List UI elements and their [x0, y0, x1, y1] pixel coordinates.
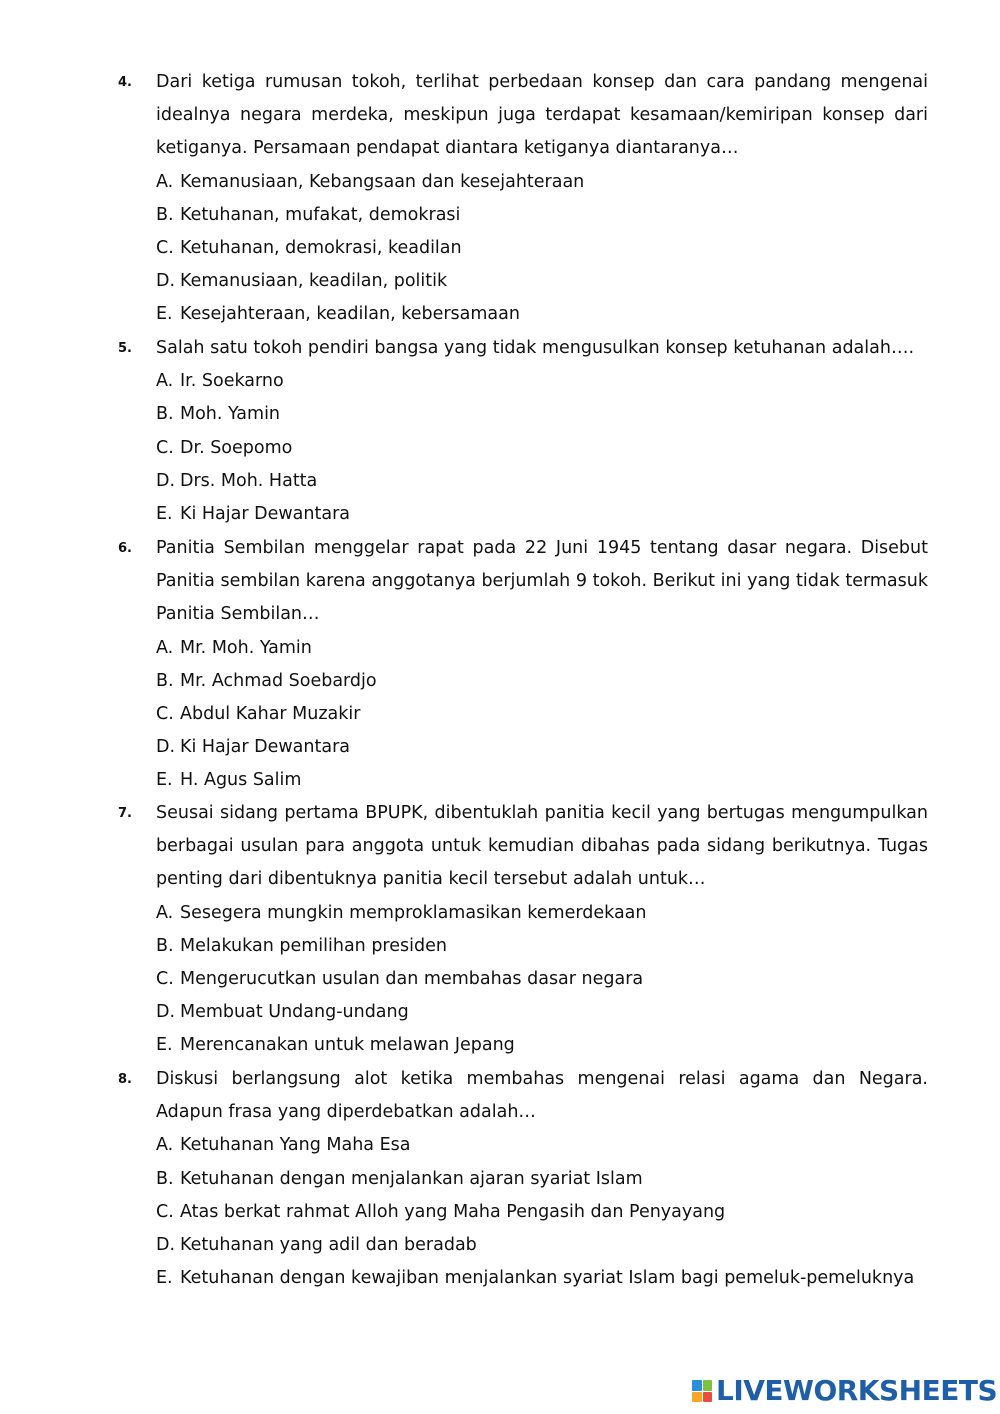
- answer-option[interactable]: [156, 398, 956, 431]
- answer-option[interactable]: [156, 199, 956, 232]
- answer-option[interactable]: [156, 930, 956, 963]
- option-letter: D.: [156, 470, 176, 491]
- answer-option[interactable]: [156, 1262, 956, 1295]
- answer-option[interactable]: [156, 166, 956, 199]
- option-text: Ir. Soekarno: [180, 371, 284, 392]
- option-letter: A.: [156, 1135, 174, 1156]
- answer-option[interactable]: [156, 996, 956, 1029]
- question-text: Salah satu tokoh pendiri bangsa yang tidak mengusulkan konsep ketuhanan adalah….: [156, 338, 915, 358]
- option-letter: B.: [156, 1168, 174, 1189]
- option-letter: C.: [156, 437, 174, 458]
- option-text: Abdul Kahar Muzakir: [180, 704, 361, 724]
- option-text: Kemanusiaan, keadilan, politik: [180, 271, 448, 292]
- answer-option[interactable]: [156, 265, 956, 298]
- option-letter: D.: [156, 737, 176, 758]
- logo-mark-tile: [692, 1380, 702, 1391]
- question-text: Panitia Sembilan menggelar rapat pada 22 Juni 1945 tentang dasar negara. Disebut Panitia sembilan karena anggotanya berjumlah 9 tokoh. Berikut ini yang tidak termasuk Panitia Sembilan…: [156, 538, 928, 625]
- option-text: Membuat Undang-undang: [180, 1002, 409, 1023]
- answer-option[interactable]: [156, 498, 956, 531]
- answer-option[interactable]: [156, 632, 956, 665]
- question-number: 8.: [118, 1072, 132, 1087]
- logo-mark-tile: [703, 1392, 713, 1403]
- option-letter: D.: [156, 1235, 176, 1255]
- option-text: Mengerucutkan usulan dan membahas dasar negara: [180, 969, 644, 989]
- option-text: Dr. Soepomo: [180, 437, 293, 458]
- option-letter: A.: [156, 371, 174, 392]
- option-text: Melakukan pemilihan presiden: [180, 935, 447, 956]
- option-text: H. Agus Salim: [180, 770, 302, 791]
- answer-option[interactable]: [156, 1029, 956, 1062]
- option-text: Sesegera mungkin memproklamasikan kemerdekaan: [180, 902, 647, 923]
- option-letter: E.: [156, 304, 173, 325]
- option-text: Ketuhanan dengan kewajiban menjalankan syariat Islam bagi pemeluk-pemeluknya: [180, 1268, 915, 1289]
- option-letter: C.: [156, 704, 174, 724]
- option-letter: C.: [156, 238, 174, 258]
- logo-text: LIVEWORKSHEETS: [716, 1374, 998, 1407]
- option-letter: C.: [156, 1201, 174, 1222]
- answer-option[interactable]: [156, 1129, 956, 1162]
- option-letter: E.: [156, 504, 173, 524]
- option-text: Kemanusiaan, Kebangsaan dan kesejahteraan: [180, 171, 585, 192]
- answer-option[interactable]: [156, 764, 956, 797]
- option-letter: E.: [156, 1268, 173, 1289]
- answer-option[interactable]: [156, 432, 956, 465]
- answer-option[interactable]: [156, 1196, 956, 1229]
- option-letter: D.: [156, 1002, 176, 1023]
- answer-option[interactable]: [156, 897, 956, 930]
- answer-option[interactable]: [156, 1229, 956, 1262]
- option-letter: B.: [156, 204, 174, 225]
- option-text: Ketuhanan Yang Maha Esa: [180, 1135, 411, 1156]
- option-text: Moh. Yamin: [180, 404, 281, 425]
- logo-mark-tile: [703, 1380, 713, 1391]
- option-letter: B.: [156, 670, 174, 691]
- option-letter: A.: [156, 637, 174, 658]
- question-number: 7.: [118, 806, 132, 821]
- option-text: Atas berkat rahmat Alloh yang Maha Pengasih dan Penyayang: [180, 1201, 726, 1222]
- option-letter: A.: [156, 171, 174, 192]
- option-letter: B.: [156, 404, 174, 425]
- option-text: Ketuhanan, demokrasi, keadilan: [180, 238, 462, 258]
- answer-option[interactable]: [156, 298, 956, 331]
- option-letter: C.: [156, 969, 174, 989]
- answer-option[interactable]: [156, 731, 956, 764]
- option-letter: B.: [156, 935, 174, 956]
- liveworksheets-logo: [692, 1374, 997, 1408]
- option-text: Merencanakan untuk melawan Jepang: [180, 1035, 515, 1056]
- answer-option[interactable]: [156, 963, 956, 996]
- option-text: Mr. Moh. Yamin: [180, 637, 312, 658]
- question-text: Diskusi berlangsung alot ketika membahas mengenai relasi agama dan Negara. Adapun frasa yang diperdebatkan adalah…: [156, 1069, 928, 1123]
- option-text: Ketuhanan, mufakat, demokrasi: [180, 204, 461, 225]
- answer-option[interactable]: [156, 365, 956, 398]
- option-text: Ketuhanan yang adil dan beradab: [180, 1235, 477, 1255]
- option-letter: E.: [156, 1035, 173, 1056]
- answer-option[interactable]: [156, 465, 956, 498]
- question-number: 5.: [118, 341, 132, 356]
- question-text: Seusai sidang pertama BPUPK, dibentuklah panitia kecil yang bertugas mengumpulkan berbagai usulan para anggota untuk kemudian dibahas pada sidang berikutnya. Tugas penting dari dibentuknya panitia kecil tersebut adalah untuk…: [156, 803, 928, 890]
- option-text: Drs. Moh. Hatta: [180, 470, 318, 491]
- question-text: Dari ketiga rumusan tokoh, terlihat perbedaan konsep dan cara pandang mengenai idealnya negara merdeka, meskipun juga terdapat kesamaan/kemiripan konsep dari ketiganya. Persamaan pendapat diantara ketiganya diantaranya…: [156, 72, 928, 159]
- answer-option[interactable]: [156, 665, 956, 698]
- answer-option[interactable]: [156, 1163, 956, 1196]
- question-number: 4.: [118, 75, 132, 90]
- liveworksheets-logo-icon: [692, 1380, 712, 1402]
- option-text: Mr. Achmad Soebardjo: [180, 670, 377, 691]
- answer-option[interactable]: [156, 698, 956, 731]
- option-text: Ki Hajar Dewantara: [180, 504, 351, 524]
- option-text: Kesejahteraan, keadilan, kebersamaan: [180, 304, 520, 325]
- option-text: Ki Hajar Dewantara: [180, 737, 351, 758]
- logo-mark-tile: [692, 1392, 702, 1403]
- question-number: 6.: [118, 541, 132, 556]
- option-letter: E.: [156, 770, 173, 791]
- option-letter: A.: [156, 902, 174, 923]
- option-text: Ketuhanan dengan menjalankan ajaran syariat Islam: [180, 1168, 643, 1189]
- option-letter: D.: [156, 271, 176, 292]
- answer-option[interactable]: [156, 232, 956, 265]
